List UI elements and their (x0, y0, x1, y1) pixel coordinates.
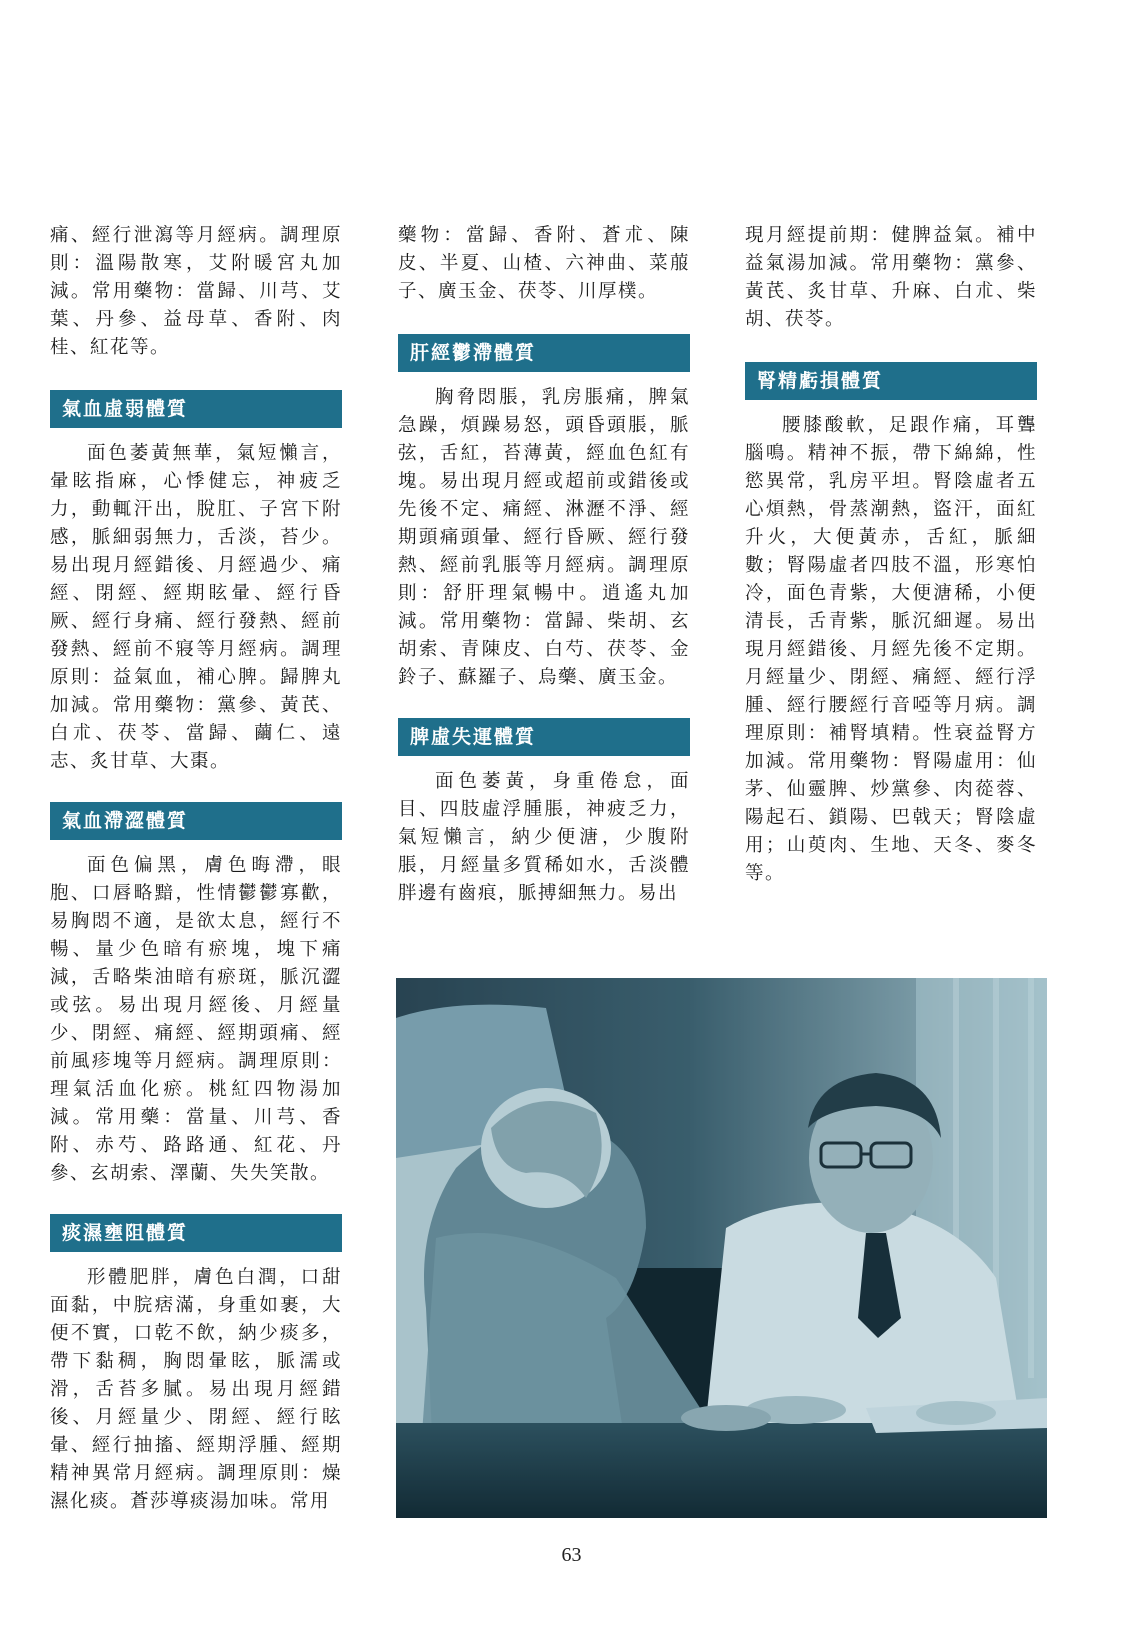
page-number: 63 (561, 1544, 582, 1566)
section-heading-qi-blood-stagnation: 氣血滯澀體質 (50, 802, 342, 840)
section-body-qi-blood-deficiency: 面色萎黃無華，氣短懶言，暈眩指麻，心悸健忘，神疲乏力，動輒汗出，脫肛、子宮下附感，脈細弱無力，舌淡，苔少。易出現月經錯後、月經過少、痛經、閉經、經期眩暈、經行昏厥、經行身痛、經行發熱、經前發熱、經前不寢等月經病。調理原則：益氣血，補心脾。歸脾丸加減。常用藥物：黨參、黃芪、白朮、茯苓、當歸、繭仁、遠志、炙甘草、大棗。 (50, 443, 342, 772)
section-body-kidney-essence-deficiency: 腰膝酸軟，足跟作痛，耳聾腦鳴。精神不振，帶下綿綿，性慾異常，乳房平坦。腎陰虛者五心煩熱，骨蒸潮熱，盜汗，面紅升火，大便黃赤，舌紅，脈細數；腎陽虛者四肢不溫，形寒怕冷，面色青紫，大便溏稀，小便清長，舌青紫，脈沉細遲。易出現月經錯後、月經先後不定期。月經量少、閉經、痛經、經行浮腫、經行腰經行音啞等月病。調理原則：補腎填精。性衰益腎方加減。常用藥物：腎陽虛用：仙茅、仙靈脾、炒黨參、肉蓯蓉、陽起石、鎖陽、巴戟天；腎陰虛用；山萸肉、生地、天冬、麥冬等。 (745, 415, 1037, 884)
section-body-liver-stagnation: 胸脅悶脹，乳房脹痛，脾氣急躁，煩躁易怒，頭昏頭脹，脈弦，舌紅，苔薄黃，經血色紅有塊。易出現月經或超前或錯後或先後不定、痛經、淋瀝不淨、經期頭痛頭暈、經行昏厥、經行發熱、經前乳脹等月經病。調理原則：舒肝理氣暢中。逍遙丸加減。常用藥物：當歸、柴胡、玄胡索、青陳皮、白芍、茯苓、金鈴子、蘇羅子、烏藥、廣玉金。 (398, 387, 690, 688)
intro-paragraph: 藥物：當歸、香附、蒼朮、陳皮、半夏、山楂、六神曲、菜菔子、廣玉金、茯苓、川厚樸。 (398, 225, 690, 302)
section-body-phlegm-dampness: 形體肥胖，膚色白潤，口甜面黏，中脘痞滿，身重如裹，大便不實，口乾不飲，納少痰多，帶下黏稠，胸悶暈眩，脈濡或滑，舌苔多膩。易出現月經錯後、月經量少、閉經、經行眩暈、經行抽搐、經期浮腫、經期精神異常月經病。調理原則：燥濕化痰。蒼莎導痰湯加味。常用 (50, 1267, 342, 1512)
consultation-photo (396, 978, 1047, 1518)
section-heading-kidney-essence-deficiency: 腎精虧損體質 (745, 362, 1037, 400)
section-body-spleen-deficiency: 面色萎黃，身重倦怠，面目、四肢虛浮腫脹，神疲乏力，氣短懶言，納少便溏，少腹附脹，月經量多質稀如水，舌淡體胖邊有齒痕，脈搏細無力。易出 (398, 771, 690, 904)
section-heading-liver-stagnation: 肝經鬱滯體質 (398, 334, 690, 372)
text-column-3 (745, 222, 1037, 888)
section-heading-qi-blood-deficiency: 氣血虛弱體質 (50, 390, 342, 428)
intro-paragraph: 現月經提前期：健脾益氣。補中益氣湯加減。常用藥物：黨參、黃芪、炙甘草、升麻、白朮、柴胡、茯苓。 (745, 225, 1037, 330)
text-column-2 (398, 222, 690, 908)
section-heading-phlegm-dampness: 痰濕壅阻體質 (50, 1214, 342, 1252)
section-body-qi-blood-stagnation: 面色偏黑，膚色晦滯，眼胞、口唇略黯，性情鬱鬱寡歡，易胸悶不適，是欲太息，經行不暢、量少色暗有瘀塊，塊下痛減，舌略柴油暗有瘀斑，脈沉澀或弦。易出現月經後、月經量少、閉經、痛經、經期頭痛、經前風疹塊等月經病。調理原則：理氣活血化瘀。桃紅四物湯加減。常用藥：當量、川芎、香附、赤芍、路路通、紅花、丹參、玄胡索、澤蘭、失失笑散。 (50, 855, 342, 1184)
text-column-1 (50, 222, 342, 1516)
section-heading-spleen-deficiency: 脾虛失運體質 (398, 718, 690, 756)
intro-paragraph: 痛、經行泄瀉等月經病。調理原則：溫陽散寒，艾附暖宮丸加減。常用藥物：當歸、川芎、艾葉、丹參、益母草、香附、肉桂、紅花等。 (50, 225, 342, 358)
